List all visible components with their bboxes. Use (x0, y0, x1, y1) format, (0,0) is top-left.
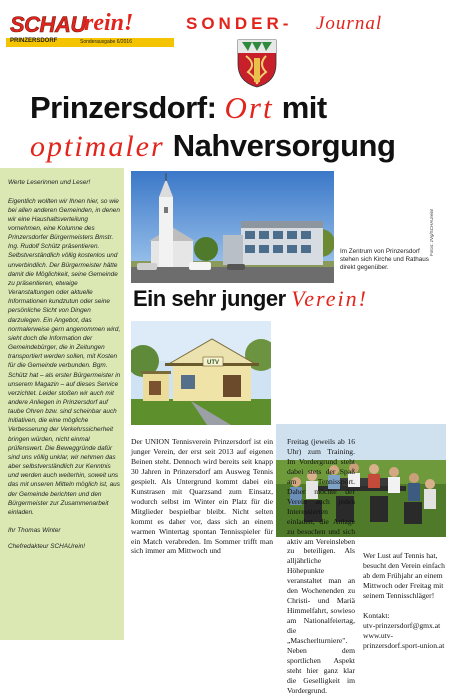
headline-line1 (30, 90, 327, 126)
headline-optimaler: optimaler (30, 130, 165, 163)
article-column-3 (363, 551, 447, 651)
headline-part1: Prinzersdorf: (30, 90, 225, 125)
sonder-label: SONDER- (186, 14, 293, 33)
contact-label: Kontakt: (363, 610, 390, 620)
contact-email[interactable]: utv-prinzersdorf@gmx.at (363, 620, 441, 630)
editorial-signature-title: Chefredakteur SCHAUrein! (8, 542, 86, 550)
photo-caption: Im Zentrum von Prinzersdorf stehen sich Kirche und Rathaus direkt gegenüber. (340, 248, 429, 272)
photo-credit: Fotos: zVg/SCHAUrein! (429, 208, 434, 256)
headline-nahversorgung: Nahversorgung (164, 128, 396, 163)
logo-schau-text: SCHAU (10, 12, 86, 37)
editorial-body: Eigentlich wollten wir Ihnen hier, so wie bei allen anderen Gemeinden, in denen wir eine Haushaltsverteilung vornehmen, eine Kolumne des Prinzersdorfer Bürgermeisters Bmstr. Ing. Rudolf Schütz präsentieren. Selbstverständlich völlig kostenlos und unverbindlich. Der Bürgermeister hätte damit die Möglichkeit, seine Gemeinde zu präsentieren, etwaige Veranstaltungen oder aktuelle Informationen kundzutun oder seine persönliche Sicht von Dingen darzulegen. Ein Angebot, das normalerweise gern angenommen wird, sieht doch die Information der Gemeindebürger, die in Zeitungen transportiert werden sollen, mit Kosten für die Gemeinde verbunden. Bgm. Schütz hat – als erster Bürgermeister in unserem Magazin – auf dieses Service verzichtet. Leider stoßen wir auch mit andere Anliegen in Prinzersdorf auf taube Ohren bzw. sind scheinbar auch Initiativen, die eine mögliche Verbesserung der Verkehrssicherheit bringen würden, nicht einmal prüfenswert. Die Beweggründe dafür sind uns völlig unklar, wir nehmen das aber selbstverständlich zur Kenntnis und werden auch weiterhin, soweit uns das mit unseren Mitteln möglich ist, aus der Gemeinde berichten und den Bürgermeister zur Zusammenarbeit einladen. (8, 197, 121, 516)
magazine-logo (6, 8, 174, 50)
journal-label: Journal (316, 13, 383, 34)
contact-website[interactable]: www.utv-prinzersdorf.sport-union.at (363, 630, 445, 650)
article-column-2 (287, 437, 355, 696)
article-heading (133, 286, 368, 312)
clubhouse-photo (131, 321, 271, 425)
article-heading-bold: Ein sehr junger (133, 286, 292, 311)
headline-line2 (30, 128, 395, 164)
logo-location: PRINZERSDORF (10, 38, 58, 44)
headline-ort: Ort (224, 90, 274, 125)
editorial-signature-name: Ihr Thomas Winter (8, 527, 61, 535)
article-text-col3: Wer Lust auf Tennis hat, besucht den Verein einfach ab dem Frühjahr an einem Mittwoch oder Freitag mit seinem Tennisschläger! (363, 551, 445, 600)
logo-rein-text: rein! (84, 10, 134, 36)
editorial-text (8, 172, 122, 557)
article-heading-script: Verein! (291, 286, 368, 311)
editorial-greeting: Werte Leserinnen und Leser! (8, 179, 91, 187)
coat-of-arms-icon (236, 38, 278, 88)
clubhouse-sign: UTV (207, 360, 219, 366)
logo-issue: Sonderausgabe 6/2016 (80, 39, 132, 45)
headline-part2: mit (273, 90, 327, 125)
article-text-col2: Freitag (jeweils ab 16 Uhr) zum Training. Im Vordergrund steht dabei stets der Spaß am Tennissport. Daher möchte der Verein auch jeden Interessierten einladen, die Anlage zu besuchen und sich aktiv am Vereinsleben zu beteiligen. Als alljährliche Höhepunkte veranstaltet man an den Wochenenden zu Christi- und Mariä Himmelfahrt, sowieso am Nationalfeiertag, die „Mascherlturniere". Neben dem sportlichen Aspekt steht hier ganz klar die Geselligkeit im Vordergrund. (287, 437, 355, 695)
article-text-col1: Der UNION Tennisverein Prinzersdorf ist ein junger Verein, der erst seit 2013 auf eigenen Beinen steht. Dennoch wird bereits seit knapp 30 Jahren in Prinzersdorf am Ausweg Tennis gespielt. Als Untergrund kommt dabei ein Kunstrasen mit Quarzsand zum Einsatz, wodurch selbst im Winter ein Platz für die Mitglieder bespielbar bleibt. Nicht selten kommt es daher vor, dass sich an einem warmen Wintertag spontan Tennisspieler für ein Match verabreden. Im Sommer trifft man sich immer am Mittwoch und (131, 437, 273, 556)
article-column-1 (131, 437, 273, 556)
church-townhall-photo (131, 171, 334, 283)
